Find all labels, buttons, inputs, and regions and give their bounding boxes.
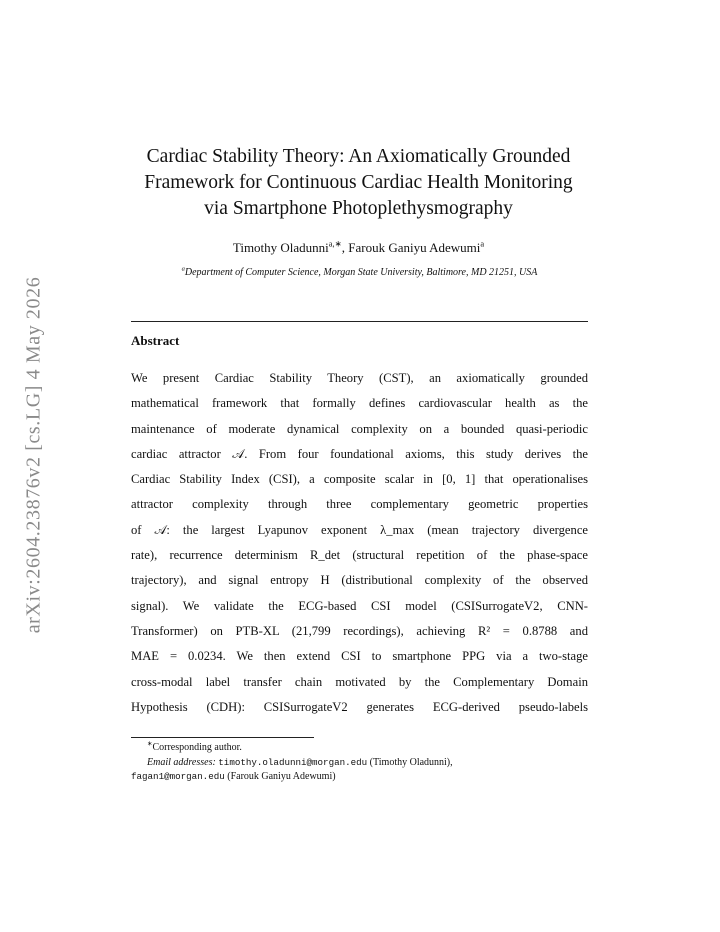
- abstract-line: of 𝒜: the largest Lyapunov exponent λ_max (mean trajectory divergence: [131, 522, 588, 537]
- email-label: Email addresses:: [147, 756, 216, 768]
- abstract-line: We present Cardiac Stability Theory (CST), an axiomatically grounded: [131, 371, 588, 385]
- corresponding-author-note: [131, 741, 591, 756]
- abstract-heading: Abstract: [131, 333, 180, 348]
- email-address-2[interactable]: fagan1@morgan.edu: [131, 771, 225, 782]
- title-line-3: via Smartphone Photoplethysmography: [204, 198, 513, 219]
- abstract-line: Hypothesis (CDH): CSISurrogateV2 generates ECG-derived pseudo-labels: [131, 699, 588, 714]
- author-affiliation-mark: a,∗: [328, 238, 342, 249]
- footnotes: [131, 741, 591, 785]
- abstract-line: Transformer) on PTB-XL (21,799 recordings), achieving R² = 0.8788 and: [131, 623, 588, 638]
- author-name: Farouk Ganiyu Adewumi: [348, 240, 481, 255]
- affiliation-text: Department of Computer Science, Morgan State University, Baltimore, MD 21251, USA: [184, 267, 538, 278]
- abstract-line: mathematical framework that formally defines cardiovascular health as the: [131, 396, 588, 411]
- abstract-line: rate), recurrence determinism R_det (structural repetition of the phase-space: [131, 548, 588, 563]
- email-owner-2: (Farouk Ganiyu Adewumi): [227, 771, 336, 782]
- abstract-line: signal). We validate the ECG-based CSI model (CSISurrogateV2, CNN-: [131, 598, 588, 613]
- title-line-1: Cardiac Stability Theory: An Axiomatically Grounded: [146, 146, 571, 167]
- corresponding-author-text: Corresponding author.: [152, 742, 242, 753]
- abstract-line: maintenance of moderate dynamical complexity on a bounded quasi-periodic: [131, 421, 588, 436]
- email-address-1[interactable]: timothy.oladunni@morgan.edu: [218, 756, 368, 768]
- affiliation: [131, 267, 588, 278]
- abstract-line: cross-modal label transfer chain motivated by the Complementary Domain: [131, 674, 588, 689]
- arxiv-identifier-text: arXiv:2604.23876v2 [cs.LG] 4 May 2026: [22, 276, 45, 634]
- email-owner-1: (Timothy Oladunni),: [369, 756, 453, 768]
- email-addresses-line: [131, 756, 591, 771]
- abstract-line: attractor complexity through three complementary geometric properties: [131, 497, 588, 512]
- paper-title: [100, 144, 617, 222]
- abstract-line: cardiac attractor 𝒜. From four foundational axioms, this study derives the: [131, 446, 588, 461]
- email-addresses-line-2: [131, 770, 591, 785]
- footnote-divider: [131, 737, 314, 738]
- author-separator: ,: [341, 240, 349, 255]
- author-name: Timothy Oladunni: [232, 240, 329, 255]
- author-list: [100, 240, 617, 256]
- abstract-line: MAE = 0.0234. We then extend CSI to smartphone PPG via a two-stage: [131, 649, 588, 664]
- corresponding-mark: ∗: [147, 740, 153, 748]
- author-affiliation-mark: a: [480, 238, 485, 249]
- abstract-line: Cardiac Stability Index (CSI), a composite scalar in [0, 1] that operationalises: [131, 472, 588, 487]
- title-line-2: Framework for Continuous Cardiac Health Monitoring: [144, 172, 573, 193]
- abstract-body: [131, 366, 588, 720]
- affiliation-mark: a: [181, 265, 185, 273]
- section-divider: [131, 321, 588, 322]
- abstract-line: trajectory), and signal entropy H (distributional complexity of the observed: [131, 573, 588, 588]
